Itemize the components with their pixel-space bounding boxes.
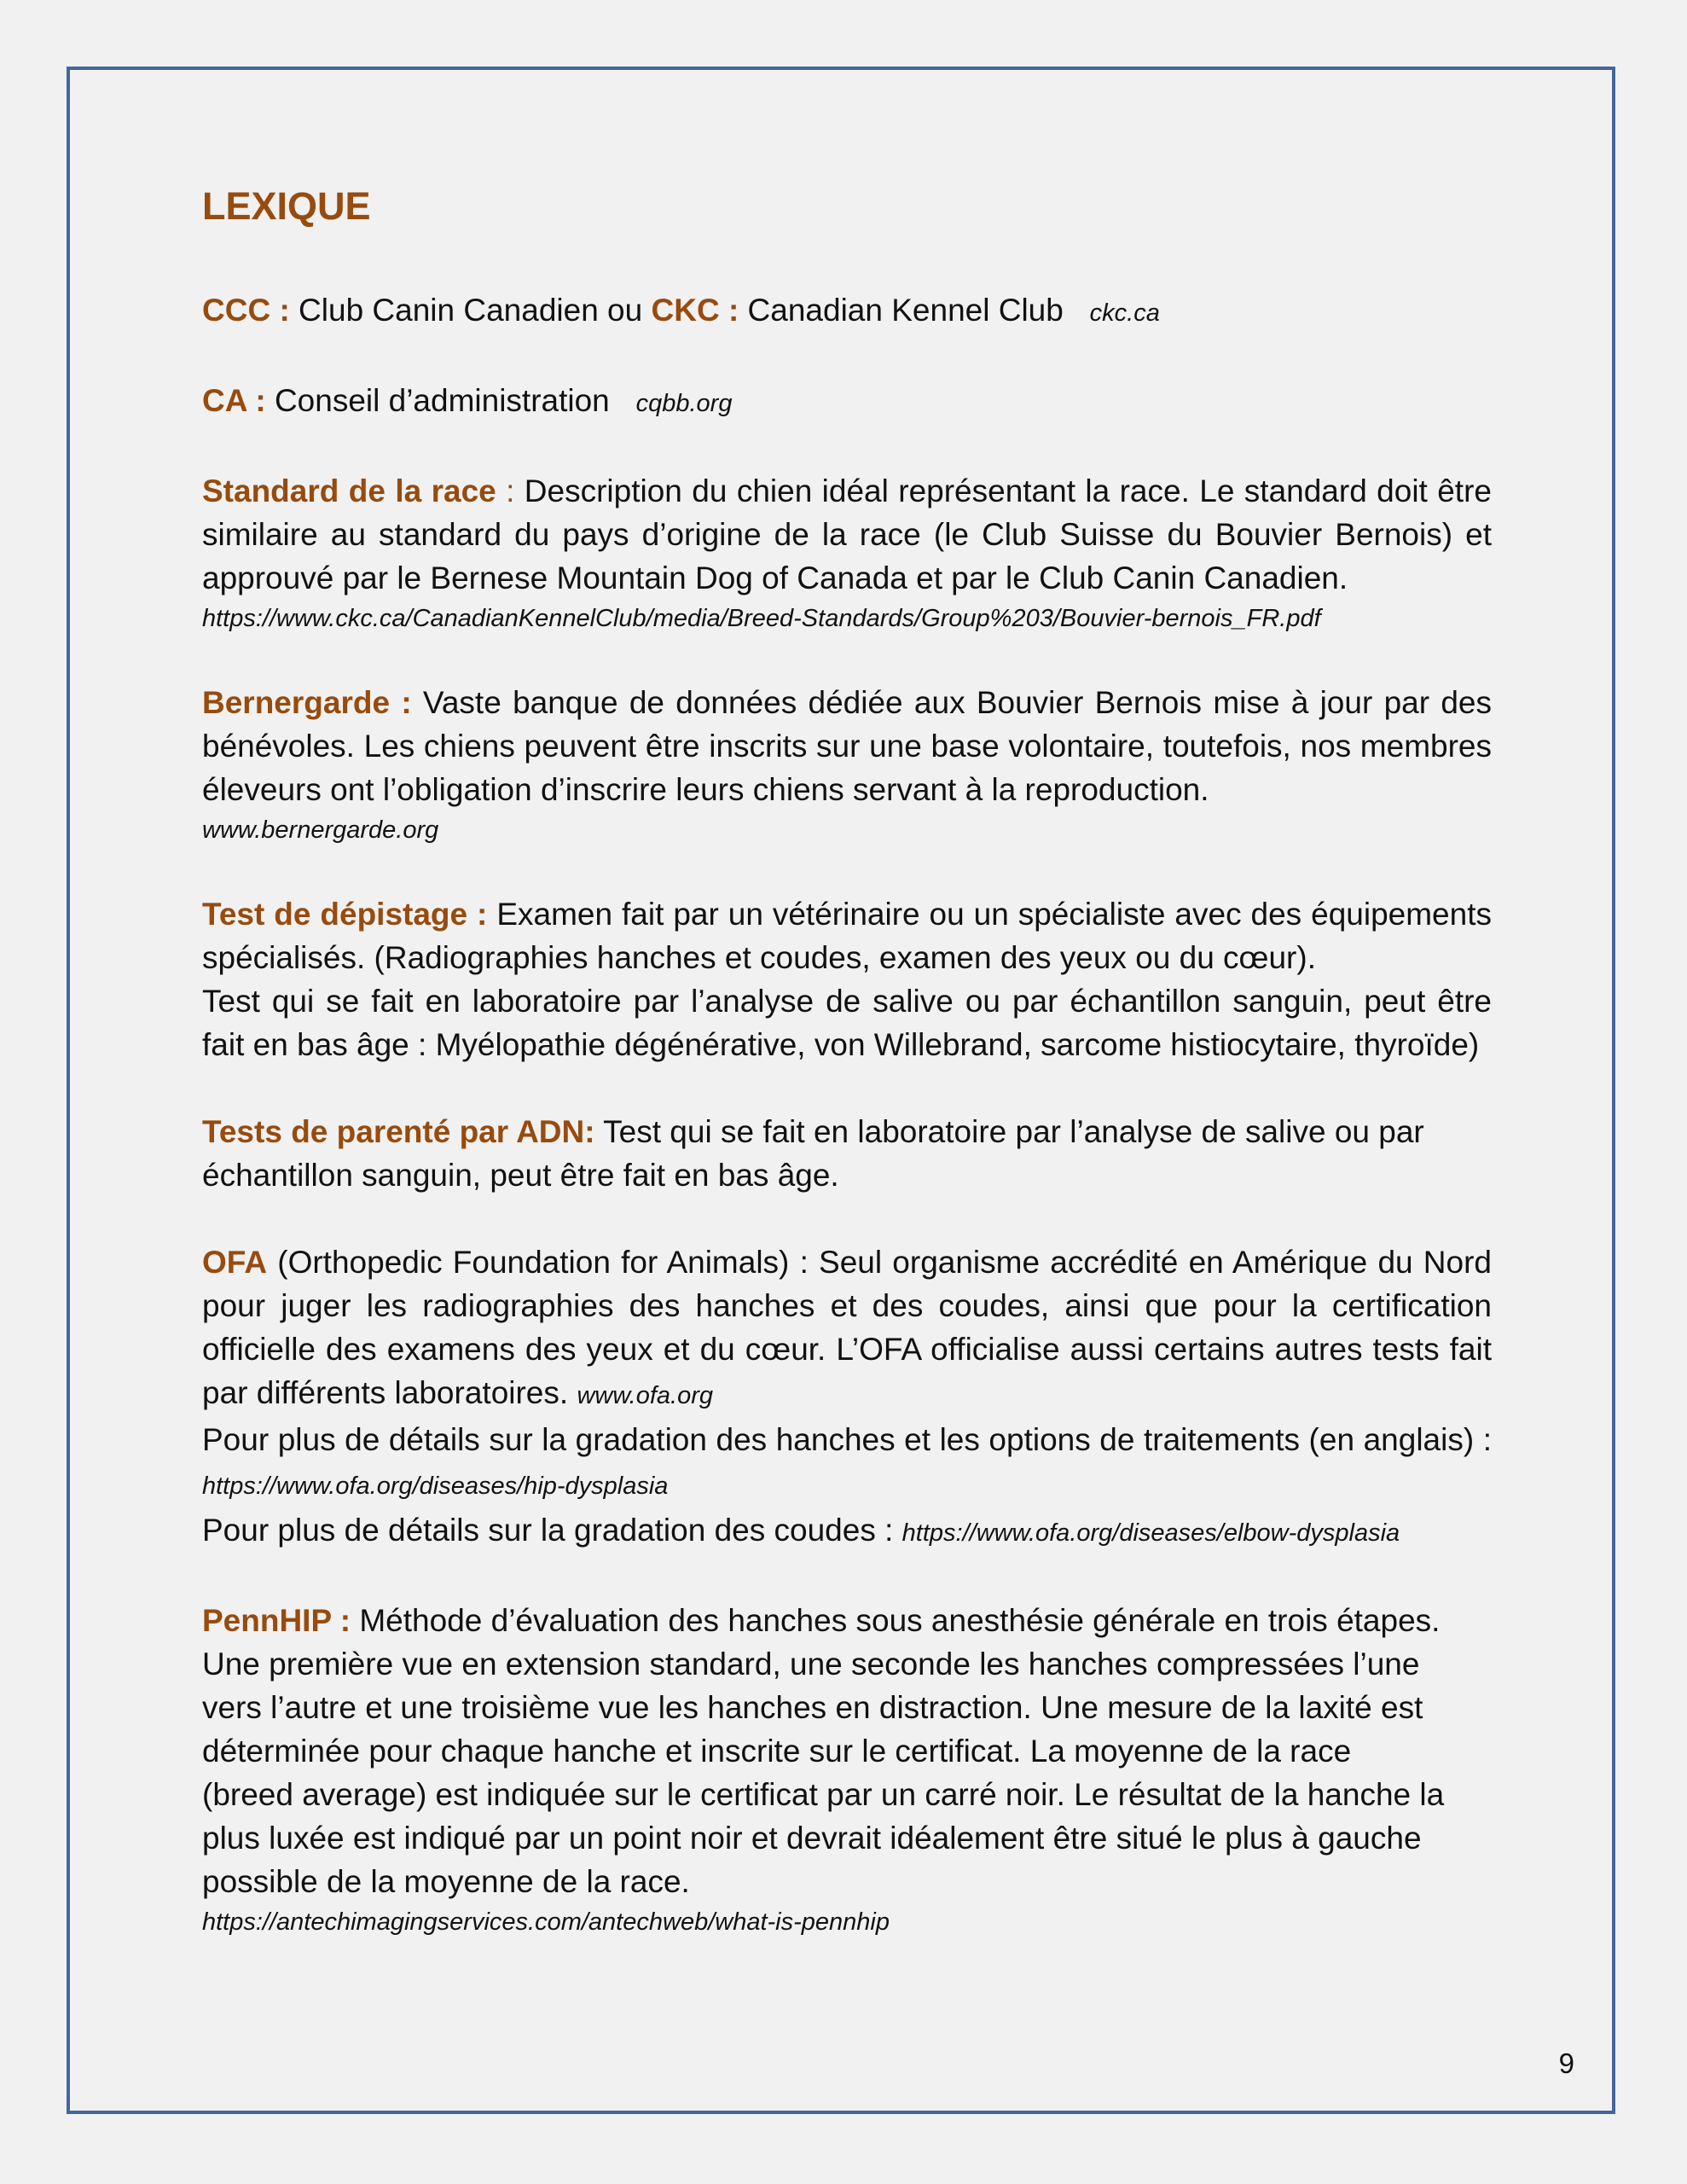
page-frame xyxy=(67,67,1615,2114)
link-bernergarde[interactable]: www.bernergarde.org xyxy=(202,816,439,844)
ofa-hip-text: Pour plus de détails sur la gradation des hanches et les options de traitements (en anglais) : xyxy=(202,1422,1492,1457)
link-cqbb[interactable]: cqbb.org xyxy=(635,390,733,417)
ofa-elbow-text: Pour plus de détails sur la gradation des coudes : xyxy=(202,1513,902,1548)
definition-bernergarde: Vaste banque de données dédiée aux Bouvier Bernois mise à jour par des bénévoles. Les chiens peuvent être inscrits sur une base volontaire, toutefois, nos membres éleveurs ont l’obligation d’inscrire leurs chiens servant à la reproduction. xyxy=(202,685,1492,807)
term-parente: Tests de parenté par ADN: xyxy=(202,1114,595,1149)
definition-parente: Test qui se fait en laboratoire par l’analyse de salive ou par échantillon sanguin, peut être fait en bas âge. xyxy=(202,1114,1424,1193)
link-ofa-hip[interactable]: https://www.ofa.org/diseases/hip-dysplasia xyxy=(202,1472,669,1500)
definition-ccc: Club Canin Canadien ou xyxy=(289,293,652,328)
ofa-paragraph-elbow xyxy=(202,1508,1492,1555)
entry-bernergarde xyxy=(202,681,1492,849)
definition-pennhip: Méthode d’évaluation des hanches sous anesthésie générale en trois étapes. Une première vue en extension standard, une seconde les hanches compressées l’une vers l’autre et une troisième vue les hanches en distraction. Une mesure de la laxité est déterminée pour chaque hanche et inscrite sur le certificat. La moyenne de la race (breed average) est indiquée sur le certificat par un carré noir. Le résultat de la hanche la plus luxée est indiqué par un point noir et devrait idéalement être situé le plus à gauche possible de la moyenne de la race. xyxy=(202,1603,1445,1899)
depistage-paragraph-1 xyxy=(202,892,1492,979)
link-ofa[interactable]: www.ofa.org xyxy=(577,1382,714,1409)
entry-ca xyxy=(202,379,1492,426)
page-title: LEXIQUE xyxy=(202,184,371,228)
depistage-paragraph-2: Test qui se fait en laboratoire par l’analyse de salive ou par échantillon sanguin, peut être fait en bas âge : Myélopathie dégénérative, von Willebrand, sarcome histiocytaire, thyroïde) xyxy=(202,984,1492,1062)
link-ckc[interactable]: ckc.ca xyxy=(1089,299,1160,327)
entry-pennhip xyxy=(202,1599,1481,1941)
term-ckc: CKC : xyxy=(651,293,739,328)
definition-ckc: Canadian Kennel Club xyxy=(739,293,1064,328)
ofa-paragraph-1 xyxy=(202,1240,1492,1418)
page-number: 9 xyxy=(1558,2048,1574,2079)
entry-ccc xyxy=(202,288,1492,335)
definition-ca: Conseil d’administration xyxy=(265,383,610,418)
term-ca: CA : xyxy=(202,383,266,418)
definition-standard: Description du chien idéal représentant la race. Le standard doit être similaire au standard du pays d’origine de la race (le Club Suisse du Bouvier Bernois) et approuvé par le Bernese Mountain Dog of Canada et par le Club Canin Canadien. xyxy=(202,473,1492,595)
term-ofa: OFA xyxy=(202,1245,268,1280)
ofa-paragraph-hip xyxy=(202,1418,1492,1508)
pennhip-paragraph xyxy=(202,1599,1447,1903)
link-ofa-elbow[interactable]: https://www.ofa.org/diseases/elbow-dysplasia xyxy=(901,1519,1400,1547)
entry-standard xyxy=(202,469,1492,637)
entry-ofa xyxy=(202,1240,1492,1555)
page-content xyxy=(202,181,1492,1984)
term-pennhip: PennHIP : xyxy=(202,1603,351,1638)
term-standard: Standard de la race xyxy=(202,473,496,508)
link-standard[interactable]: https://www.ckc.ca/CanadianKennelClub/media/Breed-Standards/Group%203/Bouvier-bernois_FR.pdf xyxy=(202,605,1321,632)
term-standard-separator: : xyxy=(496,473,515,508)
definition-ofa: (Orthopedic Foundation for Animals) : Seul organisme accrédité en Amérique du Nord pour juger les radiographies des hanches et des coudes, ainsi que pour la certification officielle des examens des yeux et du cœur. L’OFA officialise aussi certains autres tests fait par différents laboratoires. xyxy=(202,1245,1492,1410)
term-bernergarde: Bernergarde : xyxy=(202,685,412,720)
link-pennhip[interactable]: https://antechimagingservices.com/antechweb/what-is-pennhip xyxy=(202,1908,890,1936)
term-ccc: CCC : xyxy=(202,293,290,328)
entry-parente xyxy=(202,1110,1492,1197)
entry-depistage xyxy=(202,892,1492,1066)
term-depistage: Test de dépistage : xyxy=(202,897,488,932)
definition-depistage: Examen fait par un vétérinaire ou un spécialiste avec des équipements spécialisés. (Radiographies hanches et coudes, examen des yeux ou du cœur). xyxy=(202,897,1492,975)
